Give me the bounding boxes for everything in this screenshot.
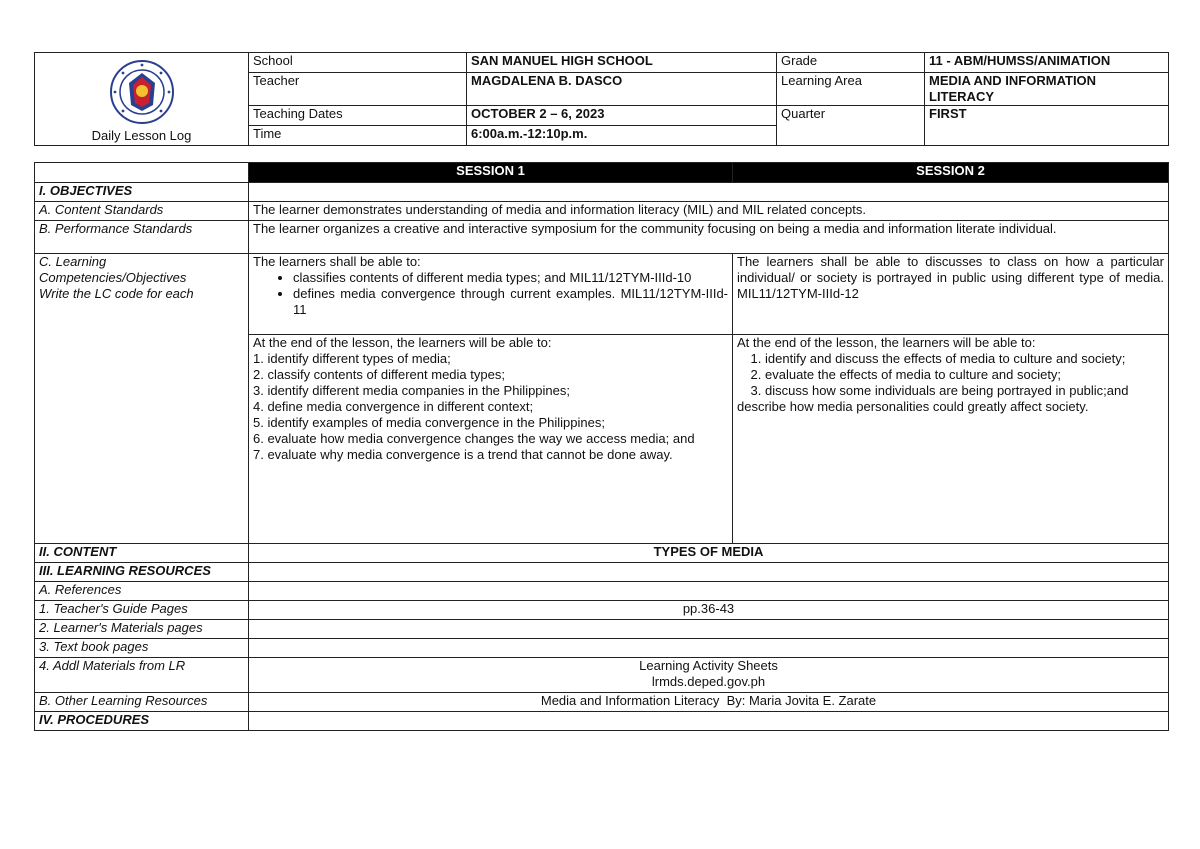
objectives-heading: I. OBJECTIVES bbox=[35, 183, 249, 202]
learners-materials-label: 2. Learner's Materials pages bbox=[35, 620, 249, 639]
resources-heading: III. LEARNING RESOURCES bbox=[35, 563, 249, 582]
text-book-blank bbox=[249, 639, 1169, 658]
learners-materials-blank bbox=[249, 620, 1169, 639]
references-blank bbox=[249, 582, 1169, 601]
area-label: Learning Area bbox=[777, 73, 925, 106]
resources-blank bbox=[249, 563, 1169, 582]
s1-competency-intro: The learners shall be able to: bbox=[253, 254, 421, 269]
s2-end-item: 3. discuss how some individuals are being portrayed in public;and bbox=[765, 383, 1164, 399]
performance-standards-label: B. Performance Standards bbox=[35, 221, 249, 254]
s1-end-item: 4. define media convergence in different context; bbox=[253, 399, 534, 414]
other-resources-value: Media and Information Literacy By: Maria Jovita E. Zarate bbox=[249, 693, 1169, 712]
text-book-label: 3. Text book pages bbox=[35, 639, 249, 658]
lesson-body-table bbox=[34, 162, 1169, 731]
content-standards-text: The learner demonstrates understanding of media and information literacy (MIL) and MIL related concepts. bbox=[249, 202, 1169, 221]
s2-end-intro: At the end of the lesson, the learners will be able to: bbox=[737, 335, 1036, 350]
s1-end-item: 5. identify examples of media convergence in the Philippines; bbox=[253, 415, 605, 430]
other-resources-label: B. Other Learning Resources bbox=[35, 693, 249, 712]
teacher-label: Teacher bbox=[249, 73, 467, 106]
procedures-blank bbox=[249, 712, 1169, 731]
deped-seal-icon bbox=[109, 59, 175, 125]
s1-end-item: 1. identify different types of media; bbox=[253, 351, 451, 366]
s1-end-intro: At the end of the lesson, the learners will be able to: bbox=[253, 335, 552, 350]
content-value: TYPES OF MEDIA bbox=[249, 544, 1169, 563]
s1-competency-bullet: • defines media convergence through current examples. MIL11/12TYM-IIId-11 bbox=[293, 286, 728, 318]
objectives-blank bbox=[249, 183, 1169, 202]
school-value: SAN MANUEL HIGH SCHOOL bbox=[467, 53, 777, 73]
session-2-header: SESSION 2 bbox=[733, 163, 1169, 183]
session-1-header: SESSION 1 bbox=[249, 163, 733, 183]
lc-label-line-1: C. Learning bbox=[39, 254, 107, 269]
dates-value: OCTOBER 2 – 6, 2023 bbox=[467, 106, 777, 126]
additional-materials-line-2: lrmds.deped.gov.ph bbox=[651, 674, 766, 689]
dates-label: Teaching Dates bbox=[249, 106, 467, 126]
s1-end-item: 3. identify different media companies in the Philippines; bbox=[253, 383, 571, 398]
school-label: School bbox=[249, 53, 467, 73]
session-2-end-objectives bbox=[733, 335, 1169, 544]
logo-cell bbox=[35, 53, 249, 146]
procedures-heading: IV. PROCEDURES bbox=[35, 712, 249, 731]
teacher-value: MAGDALENA B. DASCO bbox=[467, 73, 777, 106]
area-value: MEDIA AND INFORMATION LITERACY bbox=[925, 73, 1169, 106]
additional-materials-line-1: Learning Activity Sheets bbox=[639, 658, 778, 673]
session-2-competencies: The learners shall be able to discusses to class on how a particular individual/ or society is portrayed in public using different type of media. MIL11/12TYM-IIId-12 bbox=[733, 254, 1169, 335]
content-standards-label: A. Content Standards bbox=[35, 202, 249, 221]
time-value: 6:00a.m.-12:10p.m. bbox=[467, 126, 777, 146]
teachers-guide-value: pp.36-43 bbox=[249, 601, 1169, 620]
teachers-guide-label: 1. Teacher's Guide Pages bbox=[35, 601, 249, 620]
additional-materials-value bbox=[249, 658, 1169, 693]
session-spacer bbox=[35, 163, 249, 183]
s1-end-item: 6. evaluate how media convergence changes the way we access media; and bbox=[253, 431, 695, 446]
session-1-end-objectives bbox=[249, 335, 733, 544]
content-heading: II. CONTENT bbox=[35, 544, 249, 563]
quarter-label: Quarter bbox=[777, 106, 925, 146]
additional-materials-label: 4. Addl Materials from LR bbox=[35, 658, 249, 693]
s1-end-item: 2. classify contents of different media types; bbox=[253, 367, 505, 382]
references-label: A. References bbox=[35, 582, 249, 601]
grade-label: Grade bbox=[777, 53, 925, 73]
s2-end-extra: describe how media personalities could greatly affect society. bbox=[737, 399, 1089, 414]
time-label: Time bbox=[249, 126, 467, 146]
quarter-value: FIRST bbox=[925, 106, 1169, 146]
lesson-header-table bbox=[34, 52, 1169, 146]
lc-label-line-3: Write the LC code for each bbox=[39, 286, 194, 301]
s1-end-item: 7. evaluate why media convergence is a trend that cannot be done away. bbox=[253, 447, 673, 462]
s2-end-item: 1. identify and discuss the effects of media to culture and society; bbox=[765, 351, 1164, 367]
lc-label-line-2: Competencies/Objectives bbox=[39, 270, 187, 285]
session-1-competencies bbox=[249, 254, 733, 335]
logo-caption: Daily Lesson Log bbox=[91, 128, 192, 143]
grade-value: 11 - ABM/HUMSS/ANIMATION bbox=[925, 53, 1169, 73]
s2-end-item: 2. evaluate the effects of media to culture and society; bbox=[765, 367, 1164, 383]
s1-competency-bullet: • classifies contents of different media types; and MIL11/12TYM-IIId-10 bbox=[293, 270, 728, 286]
learning-competencies-label bbox=[35, 254, 249, 544]
performance-standards-text: The learner organizes a creative and interactive symposium for the community focusing on being a media and information literate individual. bbox=[249, 221, 1169, 254]
